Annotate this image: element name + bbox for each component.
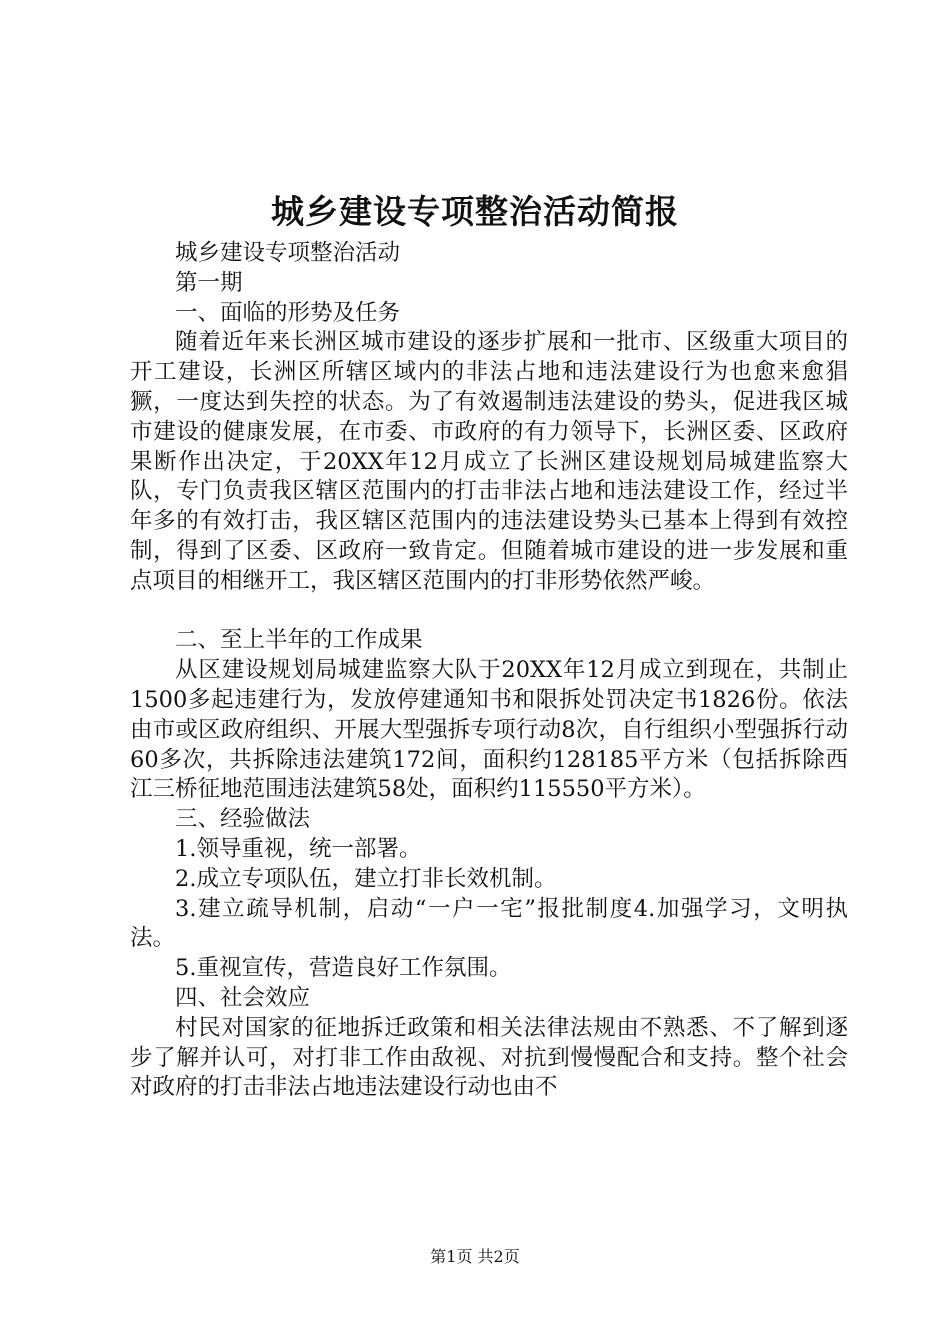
section-heading-4: 四、社会效应 xyxy=(175,984,311,1011)
document-title: 城乡建设专项整治活动简报 xyxy=(271,192,679,231)
paragraph-issue: 第一期 xyxy=(175,269,243,296)
paragraph-social-effect: 村民对国家的征地拆迁政策和相关法律法规由不熟悉、不了解到逐步了解并认可，对打非工作由敌视、对抗到慢慢配合和支持。整个社会对政府的打击非法占地违法建设行动也由不 xyxy=(130,1014,848,1101)
section-heading-1: 一、面临的形势及任务 xyxy=(175,299,401,326)
list-item: 3.建立疏导机制，启动“一户一宅”报批制度4.加强学习，文明执法。 xyxy=(130,895,848,952)
paragraph-subtitle: 城乡建设专项整治活动 xyxy=(175,240,401,266)
section-heading-3: 三、经验做法 xyxy=(175,806,311,833)
section-heading-2: 二、至上半年的工作成果 xyxy=(175,627,423,654)
list-item: 2.成立专项队伍，建立打非长效机制。 xyxy=(175,865,557,892)
document-body xyxy=(130,239,848,1103)
list-item: 1.领导重视，统一部署。 xyxy=(175,835,422,862)
paragraph-situation: 随着近年来长洲区城市建设的逐步扩展和一批市、区级重大项目的开工建设，长洲区所辖区域内的非法占地和违法建设行为也愈来愈猖獗，一度达到失控的状态。为了有效遏制违法建设的势头，促进我区城市建设的健康发展，在市委、市政府的有力领导下，长洲区委、区政府果断作出决定，于20XX年12月成立了长洲区建设规划局城建监察大队，专门负责我区辖区范围内的打击非法占地和违法建设工作，经过半年多的有效打击，我区辖区范围内的违法建设势头已基本上得到有效控制，得到了区委、区政府一致肯定。但随着城市建设的进一步发展和重点项目的相继开工，我区辖区范围内的打非形势依然严峻。 xyxy=(130,329,848,594)
paragraph-results: 从区建设规划局城建监察大队于20XX年12月成立到现在，共制止1500多起违建行为，发放停建通知书和限拆处罚决定书1826份。依法由市或区政府组织、开展大型强拆专项行动8次，自行组织小型强拆行动60多次，共拆除违法建筑172间，面积约128185平方米（包括拆除西江三桥征地范围违法建筑58处，面积约115550平方米）。 xyxy=(130,657,848,803)
page-footer: 第1页 共2页 xyxy=(430,1247,520,1266)
list-item: 5.重视宣传，营造良好工作氛围。 xyxy=(175,955,512,982)
